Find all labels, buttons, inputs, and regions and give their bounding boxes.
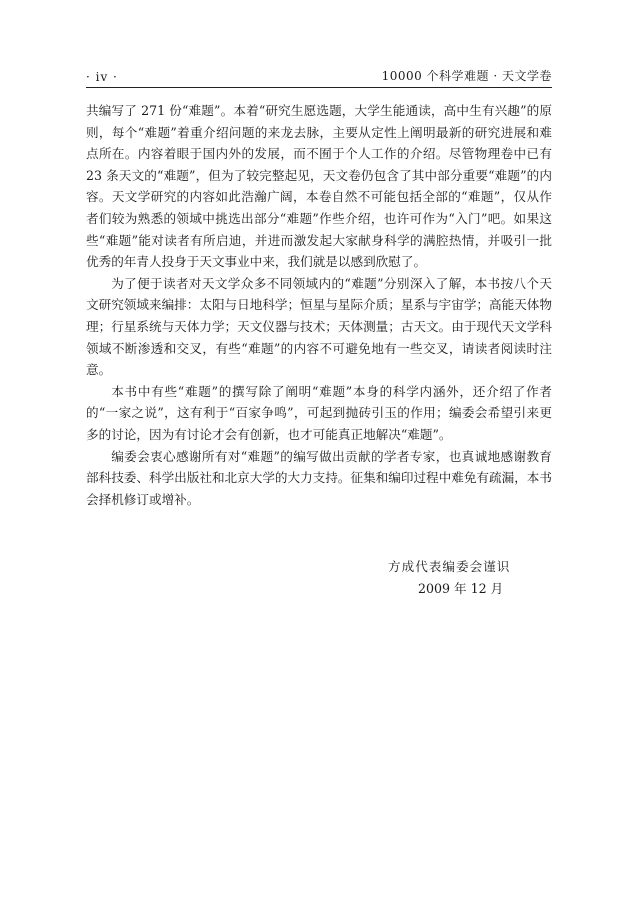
paragraph-continuation: 共编写了 271 份“难题”。本着“研究生愿选题，大学生能通读，高中生有兴趣”的原则，每个“难题”着重介绍问题的来龙去脉，主要从定性上阐明最新的研究进展和难点所在。内容着眼于国内外的发展，而不囿于个人工作的介绍。尽管物理卷中已有 23 条天文的“难题”，但为了较完整起见，天文卷仍包含了其中部分重要“难题”的内容。天文学研究的内容如此浩瀚广阔，本卷自然不可能包括全部的“难题”，仅从作者们较为熟悉的领域中挑选出部分“难题”作些介绍，也许可作为“入门”吧。如果这些“难题”能对读者有所启迪，并进而激发起大家献身科学的满腔热情，并吸引一批优秀的年青人投身于天文事业中来，我们就是以感到欣慰了。 (86, 103, 552, 270)
paragraph-acknowledgement: 编委会衷心感谢所有对“难题”的编写做出贡献的学者专家，也真诚地感谢教育部科技委、科学出版社和北京大学的大力支持。征集和编印过程中难免有疏漏，本书会择机修订或增补。 (86, 448, 552, 507)
paragraph-organization: 为了便于读者对天文学众多不同领域内的“难题”分别深入了解，本书按八个天文研究领域来编排：太阳与日地科学；恒星与星际介质；星系与宇宙学；高能天体物理；行星系统与天体力学；天文仪器与技术；天体测量；古天文。由于现代天文学科领域不断渗透和交叉，有些“难题”的内容不可避免地有一些交叉，请读者阅读时注意。 (86, 275, 552, 378)
running-header (86, 66, 552, 88)
body-text (86, 100, 552, 510)
running-title: 10000 个科学难题 · 天文学卷 (381, 69, 552, 83)
signature-date: 2009 年 12 月 (418, 581, 504, 596)
signature-block (388, 556, 548, 600)
page-number: · iv · (86, 70, 118, 84)
paragraph-discussion: 本书中有些“难题”的撰写除了阐明“难题”本身的科学内涵外，还介绍了作者的“一家之说”，这有利于“百家争鸣”，可起到抛砖引玉的作用；编委会希望引来更多的讨论，因为有讨论才会有创新，也才可能真正地解决“难题”。 (86, 383, 552, 442)
signature-name: 方成代表编委会谨识 (388, 559, 511, 574)
